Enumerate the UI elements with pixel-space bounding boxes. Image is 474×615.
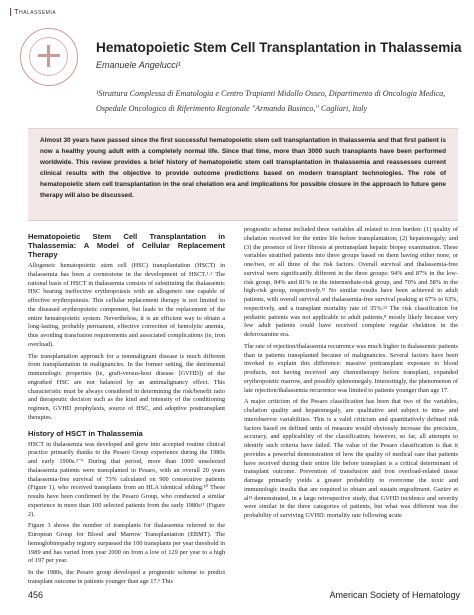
society-seal-icon [20, 28, 78, 86]
paragraph: In the 1980s, the Pesaro group developed a prognostic scheme to predict transplant outcome in patients younger than age 17.⁶ This [28, 569, 225, 585]
right-column [244, 226, 458, 524]
page-number: 456 [28, 590, 44, 600]
footer-organization: American Society of Hematology [329, 590, 460, 600]
abstract-box: Almost 30 years have passed since the first successful hematopoietic stem cell transplantation in thalassemia and that first patient is now a healthy young adult with a completely normal life. Since that time, more than 3000 such transplants have been performed worldwide. This review provides a brief history of hematopoietic stem cell transplantation in thalassemia and reassesses current clinical results with the objective to provide outcome predictions based on modern transplant technologies. The role of hematopoietic stem cell transplantation in the oral chelation era and implications for possible closure in the approach to future gene therapy will also be discussed. [28, 128, 458, 221]
section-tag [10, 7, 56, 16]
article-title: Hematopoietic Stem Cell Transplantation in Thalassemia [96, 40, 462, 55]
seal-mark-horizontal [38, 54, 60, 57]
article-author: Emanuele Angelucci¹ [96, 60, 181, 70]
author-affiliation: ¹Struttura Complessa di Ematologia e Centro Trapianti Midollo Osseo, Dipartimento di Oncologia Medica, Ospedale Oncologico di Riferimento Regionale "Armando Businco," Cagliari, Italy [96, 89, 446, 113]
paragraph: Allogeneic hematopoietic stem cell (HSC) transplantation (HSCT) in thalassemia has been a cornerstone in the development of HSCT.¹˒² The rational basis of HSCT in thalassemia consists of substituting the thalassemic HSC bearing ineffective erythropoiesis with an allogeneic one capable of effective erythropoiesis. This cellular replacement therapy is not limited to the diseased erythropoietic component, but leads to the replacement of the entire hematopoietic system. Nevertheless, it is an efficient way to obtain a long-lasting, probably permanent, effective correction of hemolytic anemia, thus avoiding transfusion requirements and associated complications (ie, iron overload). [28, 262, 225, 348]
paragraph: The transplantation approach for a nonmalignant disease is much different from transplantation in malignancies. In the former setting, the detrimental immunologic properties (ie, graft-versus-host disease [GVHD]) of the engrafted HSC are not balanced by an antimalignancy effect. This characteristic must be always considered in determining the risk/benefit ratio and therapeutic decision such as the kind and intensity of the conditioning regimen, GVHD prophylaxis, source of HSC, and adoptive posttransplant therapies. [28, 352, 225, 421]
paragraph: A major criticism of the Pesaro classification has been that two of the variables, chelation quality and hepatomegaly, are qualitative and subject to intra- and interobserver variabilities. This is a valid criticism and quantitatively defined risk factors based on defined units of measure would obviously increase the precision, accuracy, and applicability of the classification; however, so far, all attempts to identify such criteria have failed. The value of the Pesaro classification is that it provides a powerful demonstration of how the quality of medical care that patients have received during their entire life before transplant is a critical determinant of transplant outcome. Prevention of transfusion and iron overload-related tissue damage primarily yields a greater probability to overcome the toxic and immunologic insults that are required to obtain and sustain engraftment. Gaziev et al¹³ demonstrated, in a large retrospective study, that GVHD incidence and severity were similar in the three categories of patients, but what was different was the probability of surviving GVHD: mortality rate following acute [244, 398, 458, 519]
left-column [28, 226, 225, 590]
section-heading-history: History of HSCT in Thalassemia [28, 428, 143, 438]
paragraph: The rate of rejection/thalassemia recurrence was much higher in thalassemic patients than in patients transplanted because of malignancies. Several factors have been invoked to explain this difference: massive pretransplant exposure to blood products, not having received any chemotherapy before transplant, expanded erythropoietic marrow, and possibly splenomegaly. Interestingly, the phenomenon of late rejection/thalassemia recurrence was limited to patients younger than age 17. [244, 342, 458, 394]
section-heading-cellular-replacement: Hematopoietic Stem Cell Transplantation in Thalassemia: A Model of Cellular Replacement Therapy [28, 232, 225, 259]
paragraph: Figure 3 shows the number of transplants for thalassemia referred to the European Group for Blood and Marrow Transplantation (EBMT). The hemoglobinopathy registry surpassed the 100 transplants per year threshold in 1989 and has varied from year 2000 on from a low of 129 per year to a high of 197 per year. [28, 522, 225, 565]
paragraph: prognostic scheme included three variables all related to iron burden: (1) quality of chelation received for the entire life before transplantation; (2) hepatomegaly; and (3) the presence of liver fibrosis at pretransplant hepatic biopsy examination. These variables stratified patients into three groups based on them having either none, or one/two, or all three of the risk factors. Overall survival and thalassemia-free survival were significantly different in the three groups: 94% and 87% in the low-risk group, 84% and 81% in the intermediate-risk group, and 70% and 58% in the high-risk group, respectively.¹² No similar results have been achieved in adult patients, with overall survival and thalassemia-free survival peaking at 67% to 63%, respectively, and a transplant mortality rate of 35%.¹² The risk classification for pediatric patients was not applicable to adult patients,⁸ mostly likely because very few adult patients could have received complete regular chelation in the deferoxamine era. [244, 226, 458, 338]
paragraph: HSCT in thalassemia was developed and grew into accepted routine clinical practice primarily thanks to the Pesaro Group experience during the 1980s and early 1990s.³⁻⁹ During that period, more than 1000 unselected thalassemia patients were transplanted in Pesaro, with an overall 20 years thalassemia-free survival of 73% calculated on 900 consecutive patients (Figure 1), who received transplants from an HLA identical sibling.¹⁰ These results have been confirmed by the Pesaro Group, who conducted a similar experience in more than 100 selected patients from the early 1980s¹¹ (Figure 2). [28, 440, 225, 518]
section-tag-bar [10, 8, 11, 16]
section-label: Thalassemia [14, 7, 57, 16]
